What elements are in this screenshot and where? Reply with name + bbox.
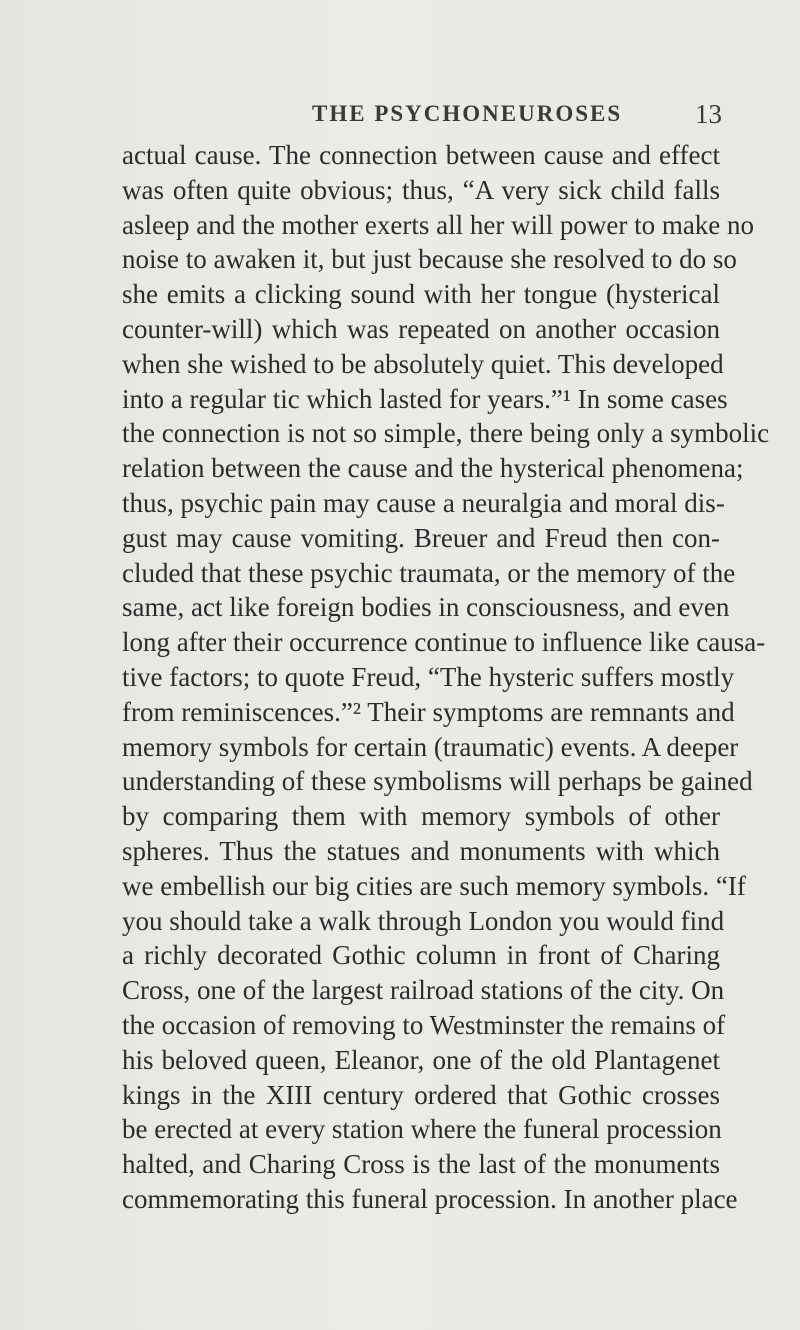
text-line: gust may cause vomiting. Breuer and Freud then con-	[122, 522, 720, 553]
text-line: halted, and Charing Cross is the last of the monuments	[122, 1149, 720, 1180]
text-line: be erected at every station where the funeral procession	[122, 1114, 722, 1145]
text-line: thus, psychic pain may cause a neuralgia and moral dis-	[122, 487, 725, 518]
text-line: into a regular tic which lasted for years.”¹ In some cases	[122, 383, 728, 414]
text-line: actual cause. The connection between cause and effect	[122, 140, 720, 170]
text-line: tive factors; to quote Freud, “The hysteric suffers mostly	[122, 661, 735, 692]
text-line: you should take a walk through London you would find	[122, 905, 725, 936]
text-line: the occasion of removing to Westminster the remains of	[122, 1009, 726, 1040]
text-line: kings in the XIII century ordered that Gothic crosses	[122, 1079, 720, 1110]
text-line: noise to awaken it, but just because she resolved to do so	[122, 244, 737, 275]
text-line: relation between the cause and the hysterical phenomena;	[122, 453, 744, 484]
text-line: his beloved queen, Eleanor, one of the old Plantagenet	[122, 1044, 720, 1075]
text-line: memory symbols for certain (traumatic) events. A deeper	[122, 731, 739, 762]
text-line: long after their occurrence continue to influence like causa-	[122, 627, 766, 658]
text-line: counter-will) which was repeated on another occasion	[122, 313, 720, 344]
text-line: same, act like foreign bodies in consciousness, and even	[122, 592, 730, 623]
text-line: we embellish our big cities are such memory symbols. “If	[122, 870, 746, 901]
body-text	[122, 138, 770, 1217]
running-head	[312, 101, 722, 131]
text-line: by comparing them with memory symbols of other	[122, 801, 720, 832]
text-line: she emits a clicking sound with her tongue (hysterical	[122, 279, 720, 310]
text-line: from reminiscences.”² Their symptoms are remnants and	[122, 696, 735, 727]
text-line: the connection is not so simple, there being only a symbolic	[122, 418, 770, 449]
text-line: spheres. Thus the statues and monuments with which	[122, 835, 720, 866]
text-line: was often quite obvious; thus, “A very sick child falls	[122, 174, 720, 205]
text-line: when she wished to be absolutely quiet. This developed	[122, 348, 724, 379]
text-line: Cross, one of the largest railroad stations of the city. On	[122, 975, 725, 1006]
text-line: asleep and the mother exerts all her will power to make no	[122, 209, 755, 240]
running-head-title: THE PSYCHONEUROSES	[312, 101, 623, 126]
text-line: cluded that these psychic traumata, or the memory of the	[122, 557, 736, 588]
page-number: 13	[695, 99, 722, 129]
text-line: understanding of these symbolisms will perhaps be gained	[122, 766, 753, 797]
text-line: a richly decorated Gothic column in front of Charing	[122, 940, 720, 971]
text-line: commemorating this funeral procession. In another place	[122, 1183, 738, 1214]
